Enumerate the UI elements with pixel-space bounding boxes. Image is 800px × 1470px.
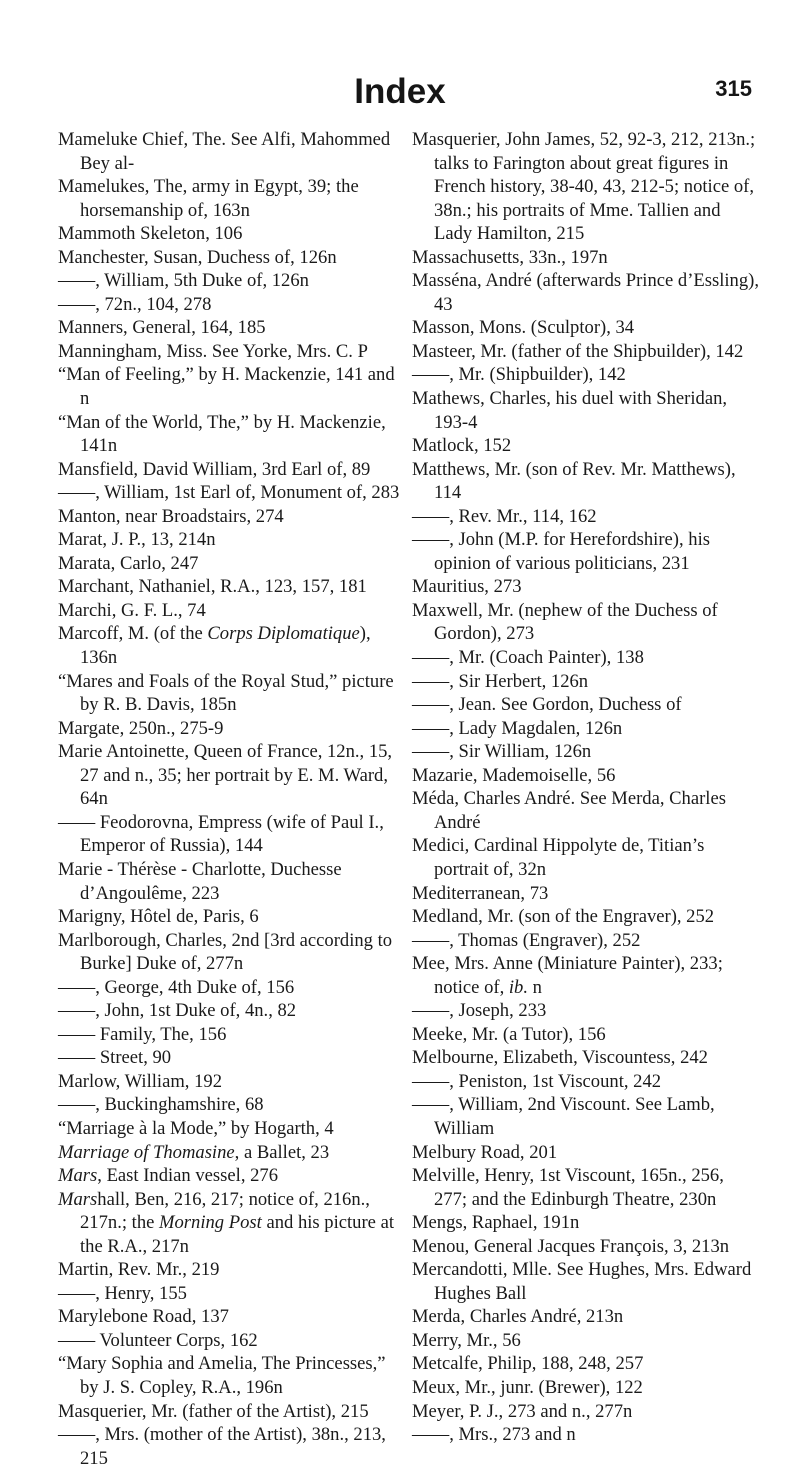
index-entry: Mauritius, 273 [412,576,522,598]
page-header [0,70,800,120]
index-entry: Mengs, Raphael, 191n [412,1212,580,1234]
index-entry: Marat, J. P., 13, 214n [58,529,216,551]
index-entry: Medici, Cardinal Hippolyte de, Titian’s portrait of, 32n [412,835,705,880]
index-entry: Marchant, Nathaniel, R.A., 123, 157, 181 [58,576,367,598]
index-entry: Manningham, Miss. See Yorke, Mrs. C. P [58,340,368,362]
index-entry: ——, 72n., 104, 278 [58,293,212,315]
index-entry: ——, Jean. See Gordon, Duchess of [412,694,682,716]
index-entry: Matthews, Mr. (son of Rev. Mr. Matthews), 114 [412,458,736,504]
index-entry: Manton, near Broadstairs, 274 [58,505,284,527]
index-entry: Marylebone Road, 137 [58,1306,229,1328]
index-entry: ——, George, 4th Duke of, 156 [58,976,295,998]
index-entry: Merry, Mr., 56 [412,1329,521,1351]
index-entry: ——, William, 2nd Viscount. See Lamb, William [412,1094,715,1139]
index-entry: Maxwell, Mr. (nephew of the Duchess of Gordon), 273 [412,599,718,645]
index-entry: Martin, Rev. Mr., 219 [58,1259,220,1281]
index-entry: ——, Joseph, 233 [412,1000,547,1022]
index-entry: Marata, Carlo, 247 [58,552,199,574]
index-entry: Mamelukes, The, army in Egypt, 39; the horsemanship of, 163n [58,176,359,221]
index-entry: Masséna, André (afterwards Prince d’Essling), 43 [412,270,759,315]
index-entry: Marriage of Thomasine, a Ballet, 23 [58,1141,330,1163]
index-entry: ——, Thomas (Engraver), 252 [412,929,641,951]
index-entry: ——, Mrs., 273 and n [412,1424,576,1446]
index-entry: ——, John (M.P. for Herefordshire), his opinion of various politicians, 231 [412,529,710,574]
index-entry: Melbury Road, 201 [412,1141,558,1163]
index-entry: Mee, Mrs. Anne (Miniature Painter), 233; notice of, ib. n [412,953,723,998]
index-entry: Marigny, Hôtel de, Paris, 6 [58,906,259,928]
index-entry: “Mary Sophia and Amelia, The Princesses,” by J. S. Copley, R.A., 196n [58,1353,386,1398]
index-entry: Marchi, G. F. L., 74 [58,599,206,621]
index-entry: ——, Rev. Mr., 114, 162 [412,505,597,527]
index-entry: ——, Mr. (Coach Painter), 138 [412,647,644,669]
index-entry: Mathews, Charles, his duel with Sheridan, 193-4 [412,388,728,433]
index-entry: ——, Buckinghamshire, 68 [58,1094,264,1116]
index-entry: Massachusetts, 33n., 197n [412,246,608,268]
index-column-left [58,128,403,1470]
page-title: Index [354,72,446,111]
index-entry: ——, Henry, 155 [58,1282,187,1304]
index-entry: —— Street, 90 [58,1047,172,1069]
index-entry: Meyer, P. J., 273 and n., 277n [412,1400,633,1422]
index-entry: ——, Sir William, 126n [412,741,592,763]
index-entry: ——, William, 1st Earl of, Monument of, 283 [58,482,400,504]
index-entry: “Man of Feeling,” by H. Mackenzie, 141 and n [58,364,395,410]
index-entry: ——, Peniston, 1st Viscount, 242 [412,1070,662,1092]
index-entry: —— Feodorovna, Empress (wife of Paul I., Emperor of Russia), 144 [58,811,384,857]
index-entry: Meeke, Mr. (a Tutor), 156 [412,1023,606,1045]
index-entry: Marcoff, M. (of the Corps Diplomatique), 136n [58,623,371,669]
index-entry: ——, John, 1st Duke of, 4n., 82 [58,1000,297,1022]
index-entry: —— Volunteer Corps, 162 [58,1329,258,1351]
index-entry: Mansfield, David William, 3rd Earl of, 89 [58,458,371,480]
index-entry: Marlow, William, 192 [58,1070,222,1092]
index-entry: Mammoth Skeleton, 106 [58,223,243,245]
index-entry: Mars, East Indian vessel, 276 [58,1165,279,1187]
index-entry: “Man of the World, The,” by H. Mackenzie, 141n [58,411,386,457]
index-entry: Masson, Mons. (Sculptor), 34 [412,317,635,339]
index-entry: —— Family, The, 156 [58,1023,227,1045]
index-entry: Masteer, Mr. (father of the Shipbuilder), 142 [412,340,744,362]
index-entry: Menou, General Jacques François, 3, 213n [412,1235,730,1257]
index-entry: Medland, Mr. (son of the Engraver), 252 [412,906,715,928]
index-entry: Masquerier, John James, 52, 92-3, 212, 213n.; talks to Farington about great figures in French history, 38-40, 43, 212-5; notice of, 38n.; his portraits of Mme. Tallien and Lady Hamilton, 215 [412,129,756,245]
index-entry: Matlock, 152 [412,435,512,457]
index-entry: ——, Mr. (Shipbuilder), 142 [412,364,626,386]
index-entry: Melville, Henry, 1st Viscount, 165n., 256, 277; and the Edinburgh Theatre, 230n [412,1165,724,1210]
index-entry: ——, Lady Magdalen, 126n [412,717,623,739]
page-number: 315 [715,76,752,101]
index-entry: Marlborough, Charles, 2nd [3rd according to Burke] Duke of, 277n [58,929,393,975]
index-column-right [412,128,760,1447]
index-entry: Margate, 250n., 275-9 [58,717,224,739]
index-entry: ——, Mrs. (mother of the Artist), 38n., 213, 215 [58,1424,386,1469]
index-entry: Merda, Charles André, 213n [412,1306,624,1328]
index-entry: Marie Antoinette, Queen of France, 12n., 15, 27 and n., 35; her portrait by E. M. Ward, 64n [58,741,393,810]
index-entry: Masquerier, Mr. (father of the Artist), 215 [58,1400,369,1422]
index-entry: Mazarie, Mademoiselle, 56 [412,764,616,786]
index-entry: Marshall, Ben, 216, 217; notice of, 216n., 217n.; the Morning Post and his picture at the R.A., 217n [58,1188,394,1257]
index-entry: “Mares and Foals of the Royal Stud,” picture by R. B. Davis, 185n [58,670,394,716]
index-entry: Marie - Thérèse - Charlotte, Duchesse d’Angoulême, 223 [58,858,342,904]
index-entry: Mameluke Chief, The. See Alfi, Mahommed Bey al- [58,129,391,174]
index-entry: Manners, General, 164, 185 [58,317,266,339]
index-entry: Mercandotti, Mlle. See Hughes, Mrs. Edward Hughes Ball [412,1259,752,1304]
index-entry: Melbourne, Elizabeth, Viscountess, 242 [412,1047,708,1069]
index-entry: ——, Sir Herbert, 126n [412,670,589,692]
index-entry: Manchester, Susan, Duchess of, 126n [58,246,337,268]
index-entry: Metcalfe, Philip, 188, 248, 257 [412,1353,644,1375]
index-entry: Mediterranean, 73 [412,882,549,904]
index-entry: Meux, Mr., junr. (Brewer), 122 [412,1376,643,1398]
index-entry: “Marriage à la Mode,” by Hogarth, 4 [58,1117,334,1139]
index-entry: Méda, Charles André. See Merda, Charles André [412,788,726,833]
index-entry: ——, William, 5th Duke of, 126n [58,270,309,292]
